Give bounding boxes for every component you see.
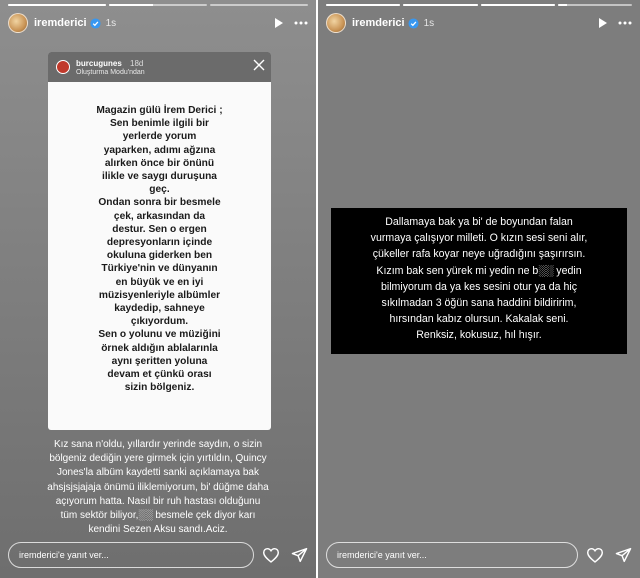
- shared-avatar: [56, 60, 70, 74]
- avatar[interactable]: [8, 13, 28, 33]
- story-text-box: Dallamaya bak ya bi' de boyundan falan vurmaya çalışıyor milleti. O kızın sesi seni alır, çükeller rafa koyar neye uğradığını şaşırırsın. Kızım bak sen yürek mi yedin ne b░░ yedin bilmiyorum da ya kes sesini otur ya da hiç sıkılmadan 3 öğün sana haddini bildiririm, hırsından kabız olursun. Kakalak seni. Renksiz, kokusuz, hıl hışır.: [331, 208, 627, 354]
- progress-segment: [481, 4, 555, 6]
- shared-username: burcugunes: [76, 59, 122, 68]
- more-icon[interactable]: [618, 21, 632, 25]
- story-left[interactable]: [0, 0, 316, 578]
- reply-bar: [8, 542, 310, 568]
- like-button[interactable]: [584, 544, 606, 566]
- reply-bar: [326, 542, 634, 568]
- heart-icon: [586, 547, 604, 563]
- story-progress: [326, 4, 632, 6]
- story-caption: Kız sana n'oldu, yıllardır yerinde saydın, o sizin bölgeniz dediğin yere girmek için yırtıldın, Quincy Jones'la albüm kaydetti sanki açıklamaya bak ahsjsjsjajaja önümü iliklemiyorum, bi' düğme daha açıyorum hatta. Nasıl bir ruh hastası olduğunu tüm sektör biliyor,░░ besmele çek diyor karı kendini Sezen Aksu sandı.Aciz.: [47, 439, 269, 536]
- progress-segment: [210, 4, 308, 6]
- shared-post-header: [48, 52, 271, 82]
- username[interactable]: iremderici: [34, 17, 87, 29]
- play-icon[interactable]: [598, 17, 608, 29]
- progress-segment: [8, 4, 106, 6]
- story-right[interactable]: [318, 0, 640, 578]
- more-icon[interactable]: [294, 21, 308, 25]
- progress-segment: [326, 4, 400, 6]
- progress-segment: [403, 4, 477, 6]
- verified-icon: [90, 18, 101, 29]
- story-progress: [8, 4, 308, 6]
- send-icon: [291, 547, 308, 563]
- send-button[interactable]: [612, 544, 634, 566]
- send-icon: [615, 547, 632, 563]
- shared-subtitle: Oluşturma Modu'ndan: [76, 69, 145, 76]
- post-time: 1s: [423, 17, 435, 29]
- shared-time: 18d: [130, 59, 144, 68]
- like-button[interactable]: [260, 544, 282, 566]
- avatar[interactable]: [326, 13, 346, 33]
- close-icon: [253, 59, 265, 71]
- verified-icon: [408, 18, 419, 29]
- play-icon[interactable]: [274, 17, 284, 29]
- username[interactable]: iremderici: [352, 17, 405, 29]
- story-header: [326, 12, 632, 34]
- progress-segment: [109, 4, 207, 6]
- reply-input[interactable]: [8, 542, 254, 568]
- progress-segment: [558, 4, 632, 6]
- heart-icon: [262, 547, 280, 563]
- story-header: [8, 12, 308, 34]
- shared-post-text: Magazin gülü İrem Derici ; Sen benimle ilgili bir yerlerde yorum yaparken, adımı ağzına alırken önce bir önünü ilikle ve saygı duruşuna geç. Ondan sonra bir besmele çek, arkasından da destur. Sen o ergen depresyonların içinde okuluna giderken ben Türkiye'nin ve dünyanın en büyük ve en iyi müzisyenleriyle albümler kaydedip, sahneye çıkıyordum. Sen o yolunu ve müziğini örnek aldığın ablalarınla aynı şeritten yoluna devam et çünkü orası sizin bölgeniz.: [96, 105, 223, 394]
- reply-input[interactable]: [326, 542, 578, 568]
- send-button[interactable]: [288, 544, 310, 566]
- shared-screenshot: [48, 52, 271, 430]
- post-time: 1s: [105, 17, 117, 29]
